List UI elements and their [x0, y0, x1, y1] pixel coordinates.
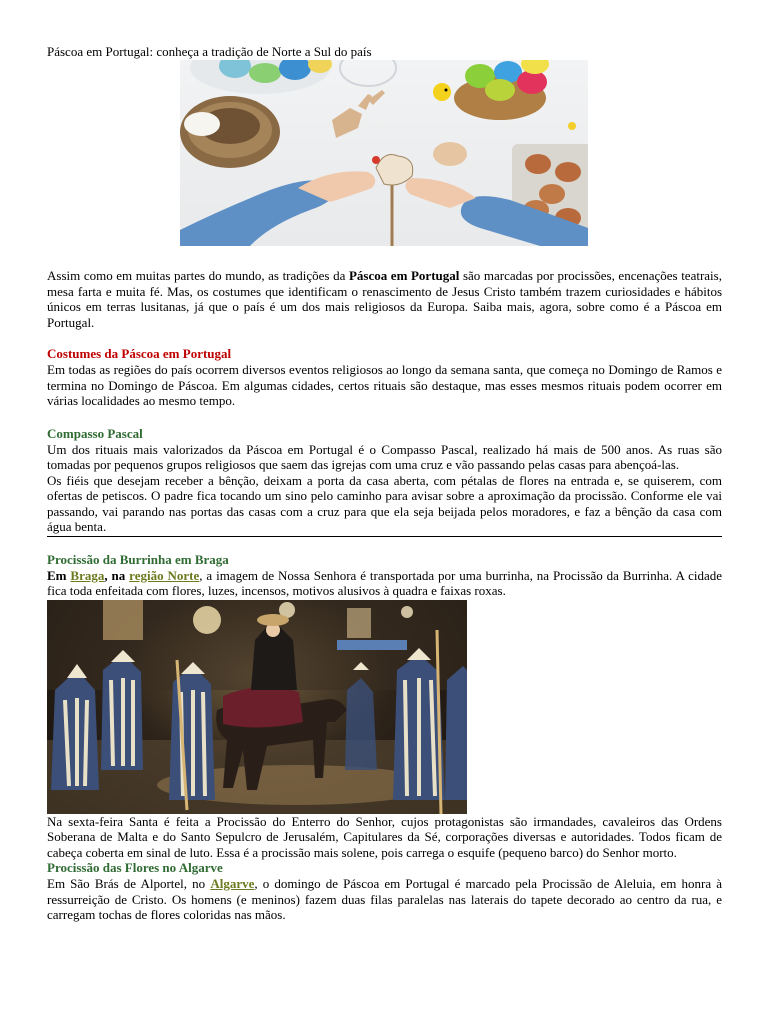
section-text-compasso-a: Um dos rituais mais valorizados da Páscoa em Portugal é o Compasso Pascal, realizado há mais de 500 anos. As ruas são tomadas por pequenos grupos religiosos que saem das igrejas com uma cruz e vão passando pelas casas para abençoá-las.: [47, 441, 722, 472]
algarve-link[interactable]: Algarve: [210, 876, 255, 891]
section-heading-burrinha: Procissão da Burrinha em Braga: [47, 551, 229, 567]
section-text-burrinha: [47, 568, 722, 599]
intro-bold: Páscoa em Portugal: [348, 268, 460, 283]
document-page: [47, 44, 722, 923]
na-bold: , na: [104, 567, 130, 583]
flores-text-part2: , o domingo de Páscoa em Portugal é marcado pela Procissão de Aleluia, em honra à ressurreição de Cristo. Os homens (e meninos) fazem duas filas paralelas nas laterais do tapete decorado ao centro da rua, e carregam tochas de flores coloridas nas mãos.: [47, 876, 722, 922]
procession-photo-graphic: [47, 600, 467, 814]
section-text-flores: [47, 876, 722, 923]
intro-text-part1: Assim como em muitas partes do mundo, as tradições da: [47, 268, 349, 283]
regiao-norte-link[interactable]: região Norte: [129, 567, 200, 583]
easter-photo-graphic: [180, 60, 588, 246]
section-text-compasso-b: Os fiéis que desejam receber a bênção, deixam a porta da casa aberta, com pétalas de flores na entrada e, se quiserem, com ofertas de petiscos. O padre fica tocando um sino pelo caminho para avisar sobre a aproximação da procissão. Conforme ele vai passando, vai parando nas portas das casas com a cruz para que ela seja beijada pelos moradores, e faz a bênção da casa com água benta.: [47, 472, 722, 534]
burrinha-text: , a imagem de Nossa Senhora é transportada por uma burrinha, na Procissão da Burrinha. A cidade fica toda enfeitada com flores, luzes, incensos, motivos alusivos à quadra e faixas roxas.: [47, 567, 722, 598]
section-heading-costumes: Costumes da Páscoa em Portugal: [47, 346, 232, 361]
em-bold: Em: [47, 567, 71, 583]
section-heading-compasso: Compasso Pascal: [47, 425, 143, 441]
section-text-burrinha-2: Na sexta-feira Santa é feita a Procissão do Enterro do Senhor, cujos protagonistas são irmandades, cavaleiros das Ordens Soberana de Malta e do Santo Sepulcro de Jerusalém, Capitulares da Sé, corporações diversas e autoridades. Todos ficam de cabeça coberta em sinal de luto. Essa é a procissão mais solene, pois carrega o esquife (pequeno barco) do Senhor morto.: [47, 813, 722, 860]
document-title: Páscoa em Portugal: conheça a tradição de Norte a Sul do país: [47, 44, 372, 59]
intro-paragraph: [47, 268, 722, 330]
braga-link[interactable]: Braga: [70, 567, 105, 583]
section-text-costumes: Em todas as regiões do país ocorrem diversos eventos religiosos ao longo da semana santa, que começa no Domingo de Ramos e termina no Domingo de Páscoa. Em algumas cidades, certos rituais são destaque, mas esses mesmos rituais podem ocorrer em várias localidades ao mesmo tempo.: [47, 362, 722, 408]
section-heading-flores: Procissão das Flores no Algarve: [47, 860, 223, 875]
procession-photo: [47, 600, 467, 814]
intro-text-part2: são marcadas por procissões, encenações teatrais, mesa farta e muita fé. Mas, os costumes que identificam o renascimento de Jesus Cristo também trazem curiosidades e hábitos únicos em terras lusitanas, já que o país é um dos mais religiosos da Europa. Saiba mais, agora, sobre como é a Páscoa em Portugal.: [47, 268, 722, 330]
flores-text-part1: Em São Brás de Alportel, no: [47, 876, 211, 891]
easter-photo: [180, 60, 588, 246]
